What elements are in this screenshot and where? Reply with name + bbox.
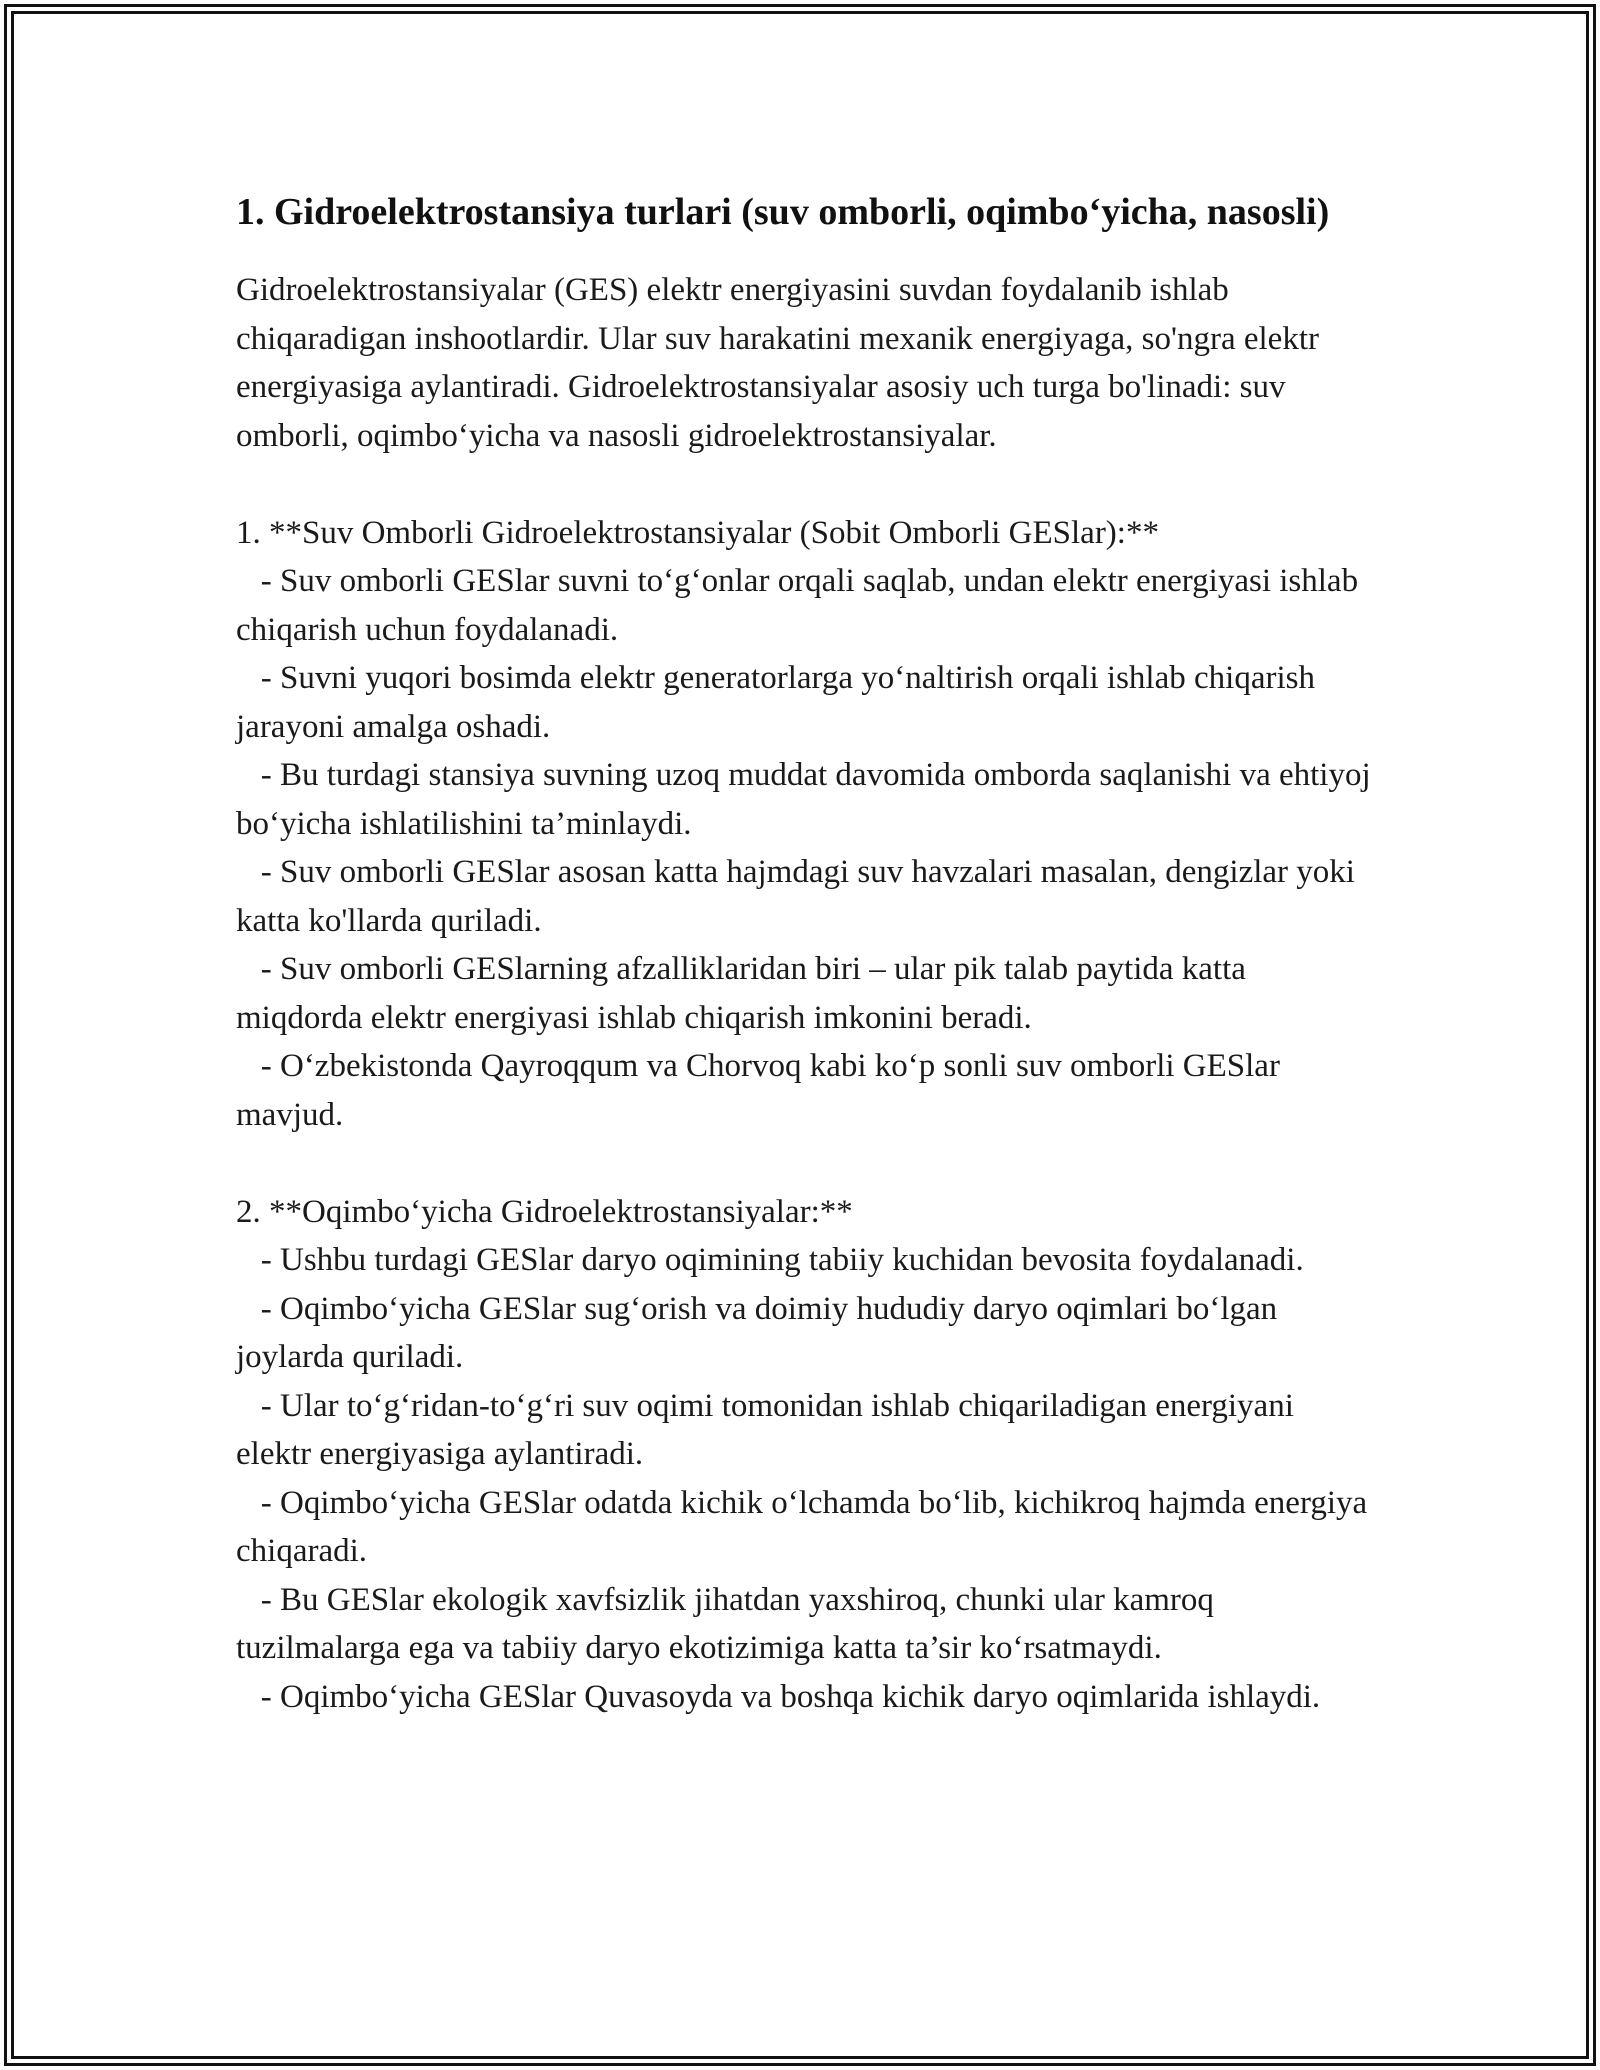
list-item: - Ular to‘g‘ridan-to‘g‘ri suv oqimi tomonidan ishlab chiqariladigan energiyani elektr energiyasiga aylantiradi. bbox=[236, 1387, 1303, 1472]
list-item: - Oqimbo‘yicha GESlar sug‘orish va doimiy hududiy daryo oqimlari bo‘lgan joylarda quriladi. bbox=[236, 1290, 1286, 1375]
paragraph-spacer bbox=[236, 460, 1376, 509]
section-heading: 1. **Suv Omborli Gidroelektrostansiyalar (Sobit Omborli GESlar):** bbox=[236, 514, 1159, 551]
list-item: - Ushbu turdagi GESlar daryo oqimining tabiiy kuchidan bevosita foydalanadi. bbox=[236, 1242, 1304, 1278]
list-item: - Bu turdagi stansiya suvning uzoq muddat davomida omborda saqlanishi va ehtiyoj bo‘yicha ishlatilishini ta’minlaydi. bbox=[236, 757, 1379, 842]
paragraph-spacer bbox=[236, 1139, 1376, 1188]
list-item: - Suv omborli GESlarning afzalliklaridan biri – ular pik talab paytida katta miqdorda elektr energiyasi ishlab chiqarish imkonini beradi. bbox=[236, 951, 1255, 1036]
list-item: - Suvni yuqori bosimda elektr generatorlarga yo‘naltirish orqali ishlab chiqarish jarayoni amalga oshadi. bbox=[236, 660, 1324, 745]
intro-paragraph: Gidroelektrostansiyalar (GES) elektr energiyasini suvdan foydalanib ishlab chiqaradigan inshootlardir. Ular suv harakatini mexanik energiyaga, so'ngra elektr energiyasiga aylantiradi. Gidroelektrostansiyalar asosiy uch turga bo'linadi: suv omborli, oqimbo‘yicha va nasosli gidroelektrostansiyalar. bbox=[236, 272, 1328, 454]
list-item: - Suv omborli GESlar asosan katta hajmdagi suv havzalari masalan, dengizlar yoki katta ko'llarda quriladi. bbox=[236, 854, 1364, 939]
section-run-of-river bbox=[236, 1188, 1376, 1722]
list-item: - Bu GESlar ekologik xavfsizlik jihatdan yaxshiroq, chunki ular kamroq tuzilmalarga ega va tabiiy daryo ekotizimiga katta ta’sir ko‘rsatmaydi. bbox=[236, 1581, 1223, 1666]
section-heading: 2. **Oqimbo‘yicha Gidroelektrostansiyalar:** bbox=[236, 1193, 853, 1230]
document-body bbox=[236, 185, 1379, 1721]
list-item: - O‘zbekistonda Qayroqqum va Chorvoq kabi ko‘p sonli suv omborli GESlar mavjud. bbox=[236, 1048, 1289, 1133]
list-item: - Suv omborli GESlar suvni to‘g‘onlar orqali saqlab, undan elektr energiyasi ishlab chiqarish uchun foydalanadi. bbox=[236, 563, 1367, 648]
list-item: - Oqimbo‘yicha GESlar odatda kichik o‘lchamda bo‘lib, kichikroq hajmda energiya chiqaradi. bbox=[236, 1484, 1376, 1569]
section-reservoir bbox=[236, 509, 1379, 1140]
list-item: - Oqimbo‘yicha GESlar Quvasoyda va boshqa kichik daryo oqimlarida ishlaydi. bbox=[236, 1678, 1321, 1715]
document-title: 1. Gidroelektrostansiya turlari (suv omborli, oqimbo‘yicha, nasosli) bbox=[236, 191, 1330, 233]
